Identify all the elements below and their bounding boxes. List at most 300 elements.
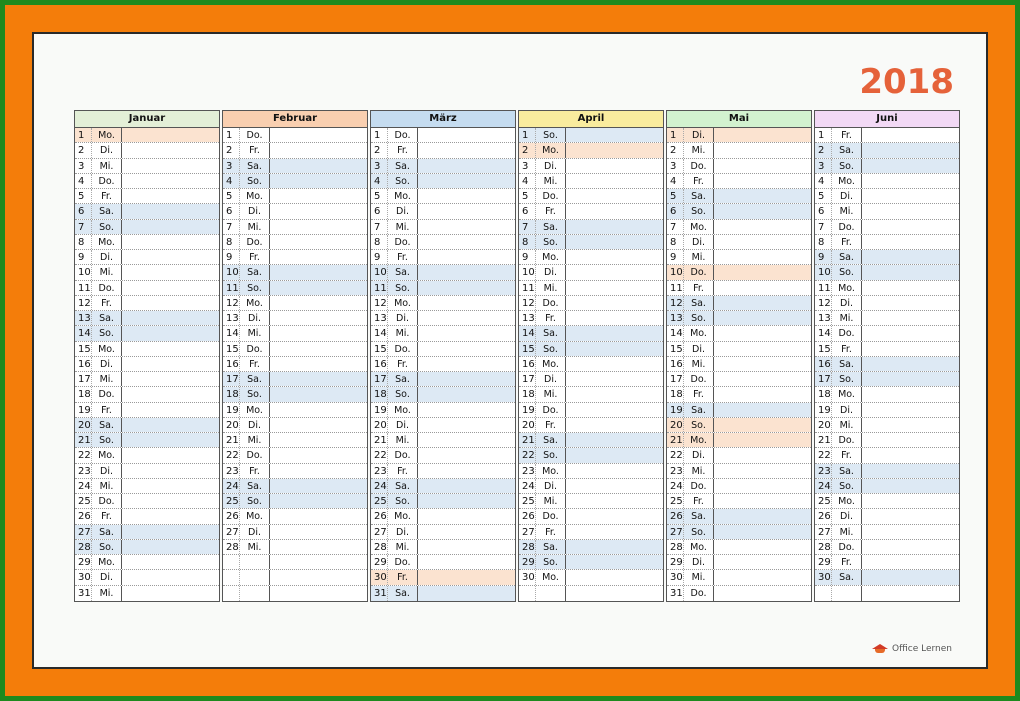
- note-cell[interactable]: [862, 235, 959, 249]
- note-cell[interactable]: [862, 494, 959, 508]
- note-cell[interactable]: [862, 555, 959, 569]
- note-cell[interactable]: [862, 387, 959, 401]
- note-cell[interactable]: [270, 433, 367, 447]
- note-cell[interactable]: [418, 555, 515, 569]
- weekday-abbr: Di.: [388, 418, 418, 432]
- note-cell[interactable]: [418, 143, 515, 157]
- weekday-abbr: So.: [240, 494, 270, 508]
- weekday-abbr: Di.: [388, 204, 418, 218]
- note-cell[interactable]: [270, 570, 367, 584]
- note-cell[interactable]: [714, 479, 811, 493]
- note-cell[interactable]: [714, 296, 811, 310]
- note-cell[interactable]: [566, 250, 663, 264]
- day-row: [371, 357, 515, 372]
- note-cell[interactable]: [714, 433, 811, 447]
- note-cell[interactable]: [566, 311, 663, 325]
- note-cell[interactable]: [714, 494, 811, 508]
- note-cell[interactable]: [418, 342, 515, 356]
- note-cell[interactable]: [270, 311, 367, 325]
- note-cell[interactable]: [122, 174, 219, 188]
- note-cell[interactable]: [714, 418, 811, 432]
- day-row: [815, 525, 959, 540]
- note-cell[interactable]: [270, 204, 367, 218]
- day-number: 6: [371, 204, 388, 218]
- day-number: 18: [223, 387, 240, 401]
- note-cell[interactable]: [122, 159, 219, 173]
- day-row: [371, 250, 515, 265]
- note-cell[interactable]: [862, 403, 959, 417]
- weekday-abbr: Fr.: [240, 143, 270, 157]
- note-cell[interactable]: [418, 159, 515, 173]
- note-cell[interactable]: [714, 281, 811, 295]
- note-cell[interactable]: [418, 265, 515, 279]
- note-cell[interactable]: [270, 448, 367, 462]
- day-number: 5: [223, 189, 240, 203]
- weekday-abbr: Mi.: [240, 326, 270, 340]
- note-cell[interactable]: [270, 357, 367, 371]
- day-number: 22: [519, 448, 536, 462]
- note-cell[interactable]: [418, 525, 515, 539]
- weekday-abbr: Di.: [92, 357, 122, 371]
- day-row: [223, 570, 367, 585]
- note-cell[interactable]: [270, 494, 367, 508]
- day-row: [75, 235, 219, 250]
- day-row: [519, 220, 663, 235]
- note-cell[interactable]: [714, 159, 811, 173]
- note-cell[interactable]: [714, 311, 811, 325]
- note-cell[interactable]: [862, 189, 959, 203]
- note-cell[interactable]: [122, 326, 219, 340]
- weekday-abbr: Sa.: [92, 204, 122, 218]
- day-row: [371, 403, 515, 418]
- day-number: 1: [75, 128, 92, 142]
- weekday-abbr: So.: [240, 281, 270, 295]
- note-cell[interactable]: [714, 235, 811, 249]
- note-cell[interactable]: [566, 265, 663, 279]
- note-cell[interactable]: [566, 525, 663, 539]
- note-cell[interactable]: [270, 509, 367, 523]
- day-number: 14: [75, 326, 92, 340]
- note-cell[interactable]: [270, 159, 367, 173]
- day-number: 17: [223, 372, 240, 386]
- weekday-abbr: Di.: [536, 479, 566, 493]
- weekday-abbr: Fr.: [388, 143, 418, 157]
- day-row: [75, 143, 219, 158]
- note-cell[interactable]: [862, 204, 959, 218]
- day-row: [519, 494, 663, 509]
- note-cell[interactable]: [270, 372, 367, 386]
- note-cell[interactable]: [714, 570, 811, 584]
- note-cell[interactable]: [418, 235, 515, 249]
- note-cell[interactable]: [122, 509, 219, 523]
- note-cell[interactable]: [862, 311, 959, 325]
- day-number: 27: [815, 525, 832, 539]
- day-row: [371, 143, 515, 158]
- note-cell[interactable]: [862, 326, 959, 340]
- weekday-abbr: Di.: [684, 448, 714, 462]
- day-row: [75, 204, 219, 219]
- day-number: 12: [815, 296, 832, 310]
- note-cell[interactable]: [862, 525, 959, 539]
- day-row: [667, 555, 811, 570]
- note-cell[interactable]: [418, 128, 515, 142]
- weekday-abbr: So.: [536, 342, 566, 356]
- note-cell[interactable]: [418, 418, 515, 432]
- day-row: [75, 174, 219, 189]
- note-cell[interactable]: [418, 479, 515, 493]
- note-cell[interactable]: [122, 372, 219, 386]
- weekday-abbr: So.: [92, 220, 122, 234]
- day-number: 13: [75, 311, 92, 325]
- day-row: [815, 204, 959, 219]
- weekday-abbr: Di.: [92, 143, 122, 157]
- weekday-abbr: Di.: [832, 296, 862, 310]
- weekday-abbr: Sa.: [684, 403, 714, 417]
- day-row: [371, 220, 515, 235]
- note-cell[interactable]: [714, 555, 811, 569]
- note-cell[interactable]: [566, 143, 663, 157]
- note-cell[interactable]: [714, 387, 811, 401]
- note-cell[interactable]: [270, 464, 367, 478]
- note-cell[interactable]: [270, 174, 367, 188]
- day-row: [667, 509, 811, 524]
- day-row: [667, 250, 811, 265]
- note-cell[interactable]: [862, 296, 959, 310]
- note-cell[interactable]: [122, 357, 219, 371]
- day-row: [667, 464, 811, 479]
- day-row: [223, 235, 367, 250]
- note-cell[interactable]: [566, 128, 663, 142]
- note-cell[interactable]: [418, 403, 515, 417]
- note-cell[interactable]: [122, 220, 219, 234]
- day-row: [815, 342, 959, 357]
- note-cell[interactable]: [566, 281, 663, 295]
- note-cell[interactable]: [862, 418, 959, 432]
- note-cell[interactable]: [566, 357, 663, 371]
- day-number: 10: [371, 265, 388, 279]
- weekday-abbr: [240, 555, 270, 569]
- note-cell[interactable]: [714, 174, 811, 188]
- note-cell[interactable]: [566, 509, 663, 523]
- day-row: [815, 174, 959, 189]
- weekday-abbr: So.: [832, 479, 862, 493]
- note-cell[interactable]: [270, 281, 367, 295]
- note-cell[interactable]: [270, 403, 367, 417]
- day-row: [223, 311, 367, 326]
- note-cell[interactable]: [270, 586, 367, 601]
- note-cell[interactable]: [862, 433, 959, 447]
- note-cell[interactable]: [566, 174, 663, 188]
- note-cell[interactable]: [566, 464, 663, 478]
- note-cell[interactable]: [270, 235, 367, 249]
- note-cell[interactable]: [862, 540, 959, 554]
- day-row: [667, 220, 811, 235]
- note-cell[interactable]: [566, 403, 663, 417]
- day-row: [223, 387, 367, 402]
- weekday-abbr: Do.: [536, 296, 566, 310]
- note-cell[interactable]: [862, 372, 959, 386]
- note-cell[interactable]: [270, 143, 367, 157]
- note-cell[interactable]: [418, 281, 515, 295]
- note-cell[interactable]: [566, 296, 663, 310]
- day-row: [223, 296, 367, 311]
- weekday-abbr: Di.: [240, 311, 270, 325]
- weekday-abbr: Mi.: [684, 357, 714, 371]
- note-cell[interactable]: [714, 250, 811, 264]
- note-cell[interactable]: [122, 570, 219, 584]
- note-cell[interactable]: [566, 494, 663, 508]
- note-cell[interactable]: [122, 418, 219, 432]
- note-cell[interactable]: [418, 189, 515, 203]
- note-cell[interactable]: [714, 265, 811, 279]
- note-cell[interactable]: [714, 509, 811, 523]
- weekday-abbr: Sa.: [240, 159, 270, 173]
- note-cell[interactable]: [566, 448, 663, 462]
- note-cell[interactable]: [122, 464, 219, 478]
- weekday-abbr: Mo.: [240, 189, 270, 203]
- note-cell[interactable]: [862, 357, 959, 371]
- note-cell[interactable]: [714, 525, 811, 539]
- weekday-abbr: So.: [92, 326, 122, 340]
- note-cell[interactable]: [418, 326, 515, 340]
- note-cell[interactable]: [122, 143, 219, 157]
- weekday-abbr: So.: [388, 494, 418, 508]
- day-row: [815, 509, 959, 524]
- day-number: 8: [667, 235, 684, 249]
- weekday-abbr: Mi.: [388, 220, 418, 234]
- weekday-abbr: Sa.: [536, 326, 566, 340]
- note-cell[interactable]: [862, 509, 959, 523]
- note-cell[interactable]: [418, 250, 515, 264]
- note-cell[interactable]: [862, 448, 959, 462]
- day-row: [223, 464, 367, 479]
- note-cell[interactable]: [122, 525, 219, 539]
- weekday-abbr: Mo.: [536, 143, 566, 157]
- note-cell[interactable]: [418, 448, 515, 462]
- weekday-abbr: Do.: [388, 342, 418, 356]
- note-cell[interactable]: [122, 235, 219, 249]
- day-row: [667, 387, 811, 402]
- note-cell[interactable]: [122, 433, 219, 447]
- note-cell[interactable]: [122, 189, 219, 203]
- day-number: 2: [223, 143, 240, 157]
- weekday-abbr: Sa.: [388, 159, 418, 173]
- note-cell[interactable]: [418, 540, 515, 554]
- note-cell[interactable]: [566, 326, 663, 340]
- note-cell[interactable]: [122, 281, 219, 295]
- note-cell[interactable]: [862, 342, 959, 356]
- note-cell[interactable]: [714, 448, 811, 462]
- note-cell[interactable]: [122, 296, 219, 310]
- note-cell[interactable]: [418, 464, 515, 478]
- day-number: 19: [667, 403, 684, 417]
- note-cell[interactable]: [418, 372, 515, 386]
- day-number: 16: [223, 357, 240, 371]
- note-cell[interactable]: [566, 555, 663, 569]
- day-number: 21: [223, 433, 240, 447]
- day-row: [667, 204, 811, 219]
- note-cell[interactable]: [122, 494, 219, 508]
- note-cell[interactable]: [862, 479, 959, 493]
- day-number: 7: [519, 220, 536, 234]
- note-cell[interactable]: [270, 555, 367, 569]
- note-cell[interactable]: [122, 311, 219, 325]
- note-cell[interactable]: [270, 342, 367, 356]
- note-cell[interactable]: [714, 326, 811, 340]
- note-cell[interactable]: [714, 189, 811, 203]
- note-cell[interactable]: [122, 387, 219, 401]
- note-cell[interactable]: [566, 235, 663, 249]
- day-number: 10: [223, 265, 240, 279]
- note-cell[interactable]: [270, 265, 367, 279]
- note-cell[interactable]: [418, 433, 515, 447]
- note-cell[interactable]: [122, 555, 219, 569]
- note-cell[interactable]: [122, 403, 219, 417]
- day-row: [519, 509, 663, 524]
- day-number: 8: [519, 235, 536, 249]
- day-number: 28: [371, 540, 388, 554]
- day-row: [223, 494, 367, 509]
- weekday-abbr: Mi.: [536, 281, 566, 295]
- note-cell[interactable]: [862, 143, 959, 157]
- day-number: 4: [371, 174, 388, 188]
- note-cell[interactable]: [122, 342, 219, 356]
- note-cell[interactable]: [566, 418, 663, 432]
- day-number: 12: [371, 296, 388, 310]
- day-row: [815, 265, 959, 280]
- weekday-abbr: Mi.: [832, 311, 862, 325]
- weekday-abbr: Fr.: [388, 357, 418, 371]
- note-cell[interactable]: [566, 189, 663, 203]
- weekday-abbr: Mi.: [684, 143, 714, 157]
- weekday-abbr: Mo.: [92, 235, 122, 249]
- note-cell[interactable]: [122, 448, 219, 462]
- note-cell[interactable]: [566, 387, 663, 401]
- note-cell[interactable]: [714, 540, 811, 554]
- note-cell[interactable]: [270, 128, 367, 142]
- note-cell[interactable]: [566, 433, 663, 447]
- day-row: [223, 250, 367, 265]
- note-cell[interactable]: [270, 250, 367, 264]
- day-row: [519, 448, 663, 463]
- note-cell[interactable]: [122, 479, 219, 493]
- day-row: [667, 265, 811, 280]
- note-cell[interactable]: [270, 220, 367, 234]
- note-cell[interactable]: [418, 387, 515, 401]
- weekday-abbr: Sa.: [240, 372, 270, 386]
- note-cell[interactable]: [566, 342, 663, 356]
- note-cell[interactable]: [566, 540, 663, 554]
- note-cell[interactable]: [862, 250, 959, 264]
- day-number: 8: [815, 235, 832, 249]
- note-cell[interactable]: [122, 586, 219, 601]
- note-cell[interactable]: [566, 570, 663, 584]
- weekday-abbr: Di.: [684, 128, 714, 142]
- note-cell[interactable]: [418, 296, 515, 310]
- note-cell[interactable]: [862, 174, 959, 188]
- note-cell[interactable]: [862, 281, 959, 295]
- day-row: [223, 128, 367, 143]
- note-cell[interactable]: [714, 220, 811, 234]
- note-cell[interactable]: [714, 403, 811, 417]
- note-cell[interactable]: [122, 204, 219, 218]
- note-cell[interactable]: [714, 342, 811, 356]
- note-cell[interactable]: [714, 464, 811, 478]
- note-cell[interactable]: [418, 509, 515, 523]
- note-cell[interactable]: [862, 159, 959, 173]
- note-cell[interactable]: [566, 204, 663, 218]
- note-cell[interactable]: [714, 586, 811, 601]
- day-number: 24: [75, 479, 92, 493]
- note-cell[interactable]: [270, 418, 367, 432]
- note-cell[interactable]: [566, 479, 663, 493]
- note-cell[interactable]: [714, 128, 811, 142]
- note-cell[interactable]: [862, 464, 959, 478]
- note-cell[interactable]: [418, 204, 515, 218]
- note-cell[interactable]: [418, 357, 515, 371]
- day-row: [519, 357, 663, 372]
- note-cell[interactable]: [714, 204, 811, 218]
- note-cell[interactable]: [122, 250, 219, 264]
- note-cell[interactable]: [270, 189, 367, 203]
- day-row: [815, 555, 959, 570]
- day-row: [75, 509, 219, 524]
- day-row: [667, 433, 811, 448]
- note-cell[interactable]: [566, 372, 663, 386]
- note-cell[interactable]: [122, 265, 219, 279]
- note-cell[interactable]: [122, 540, 219, 554]
- note-cell[interactable]: [862, 128, 959, 142]
- note-cell[interactable]: [714, 143, 811, 157]
- note-cell[interactable]: [270, 326, 367, 340]
- note-cell[interactable]: [418, 586, 515, 601]
- note-cell[interactable]: [566, 586, 663, 601]
- note-cell[interactable]: [418, 311, 515, 325]
- note-cell[interactable]: [862, 265, 959, 279]
- note-cell[interactable]: [270, 540, 367, 554]
- note-cell[interactable]: [714, 357, 811, 371]
- weekday-abbr: Mo.: [240, 403, 270, 417]
- note-cell[interactable]: [566, 159, 663, 173]
- note-cell[interactable]: [862, 586, 959, 601]
- note-cell[interactable]: [270, 479, 367, 493]
- day-row: [519, 265, 663, 280]
- month-column: [666, 110, 812, 602]
- weekday-abbr: So.: [388, 281, 418, 295]
- note-cell[interactable]: [862, 220, 959, 234]
- note-cell[interactable]: [714, 372, 811, 386]
- note-cell[interactable]: [270, 387, 367, 401]
- day-row: [223, 357, 367, 372]
- weekday-abbr: Do.: [388, 128, 418, 142]
- weekday-abbr: Do.: [388, 235, 418, 249]
- note-cell[interactable]: [270, 296, 367, 310]
- day-row: [223, 525, 367, 540]
- note-cell[interactable]: [122, 128, 219, 142]
- weekday-abbr: Mo.: [832, 174, 862, 188]
- weekday-abbr: Sa.: [832, 464, 862, 478]
- day-row: [815, 448, 959, 463]
- note-cell[interactable]: [418, 494, 515, 508]
- note-cell[interactable]: [862, 570, 959, 584]
- weekday-abbr: Sa.: [832, 357, 862, 371]
- note-cell[interactable]: [418, 570, 515, 584]
- weekday-abbr: Do.: [92, 281, 122, 295]
- note-cell[interactable]: [418, 174, 515, 188]
- note-cell[interactable]: [418, 220, 515, 234]
- note-cell[interactable]: [270, 525, 367, 539]
- note-cell[interactable]: [566, 220, 663, 234]
